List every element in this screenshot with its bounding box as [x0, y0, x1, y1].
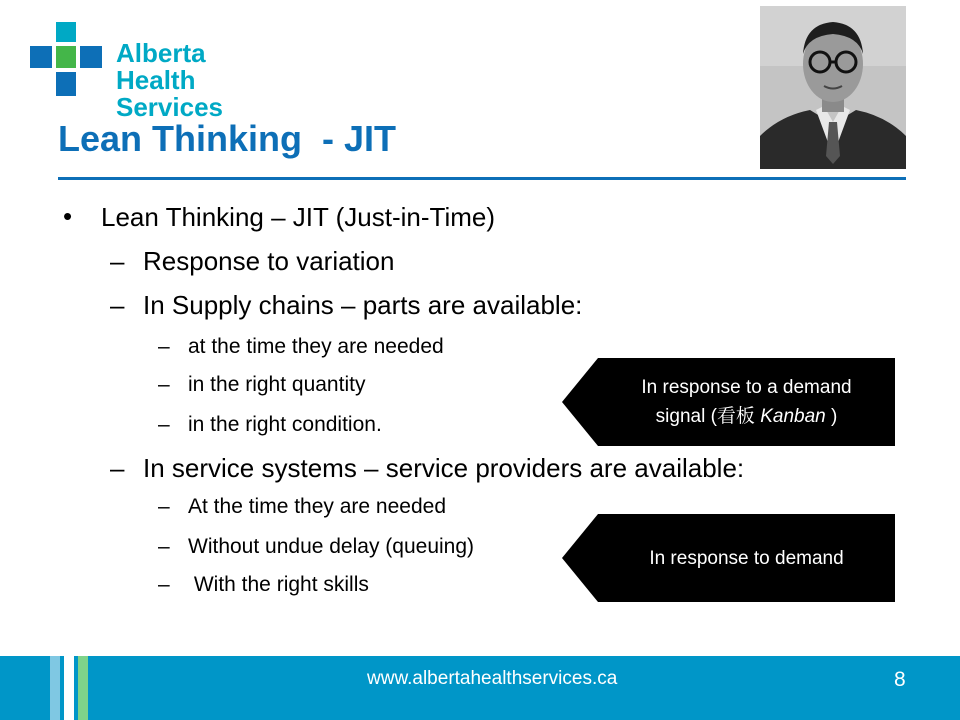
- kanban-line-1: In response to a demand: [641, 377, 852, 398]
- ahs-logo: [30, 22, 290, 122]
- dash-icon: –: [158, 413, 170, 436]
- supply-item: at the time they are needed: [188, 335, 444, 358]
- footer-url[interactable]: www.albertahealthservices.ca: [367, 668, 618, 689]
- logo-line-2: Services: [116, 92, 223, 122]
- logo-line-1: Alberta Health: [116, 38, 206, 95]
- bullet-dot-icon: •: [63, 201, 73, 231]
- bullet-main: Lean Thinking – JIT (Just-in-Time): [101, 202, 495, 232]
- dash-icon: –: [110, 290, 125, 320]
- dash-icon: –: [158, 535, 170, 558]
- kanban-prefix: signal (: [655, 406, 717, 427]
- dash-icon: –: [158, 335, 170, 358]
- service-item: At the time they are needed: [188, 495, 446, 518]
- ahs-wordmark: [116, 40, 290, 121]
- kanban-line-2: [598, 402, 895, 431]
- page-number: 8: [894, 668, 906, 691]
- dash-icon: –: [110, 453, 125, 483]
- ahs-cross-icon: [30, 22, 105, 97]
- kanban-callout: [562, 358, 895, 446]
- title-divider: [58, 177, 906, 180]
- dash-icon: –: [158, 573, 170, 596]
- dash-icon: –: [158, 495, 170, 518]
- sub-bullet-supply-chains: In Supply chains – parts are available:: [143, 290, 583, 320]
- dash-icon: –: [110, 246, 125, 276]
- dash-icon: –: [158, 373, 170, 396]
- slide-title: Lean Thinking - JIT: [58, 118, 397, 159]
- sub-bullet-variation: Response to variation: [143, 246, 395, 276]
- kanban-callout-text: [598, 373, 895, 431]
- service-item: With the right skills: [188, 573, 369, 596]
- demand-callout: [562, 514, 895, 602]
- supply-item: in the right quantity: [188, 373, 366, 396]
- supply-item: in the right condition.: [188, 413, 382, 436]
- service-item: Without undue delay (queuing): [188, 535, 475, 558]
- kanban-suffix: ): [831, 406, 838, 427]
- sub-bullet-service-systems: In service systems – service providers are available:: [143, 453, 745, 483]
- kanban-italic: Kanban: [760, 406, 826, 427]
- footer-logo-stripes: [50, 656, 90, 720]
- kanban-cjk: 看板: [716, 405, 755, 427]
- portrait-photo: [760, 6, 906, 169]
- demand-callout-text: In response to demand: [649, 548, 844, 569]
